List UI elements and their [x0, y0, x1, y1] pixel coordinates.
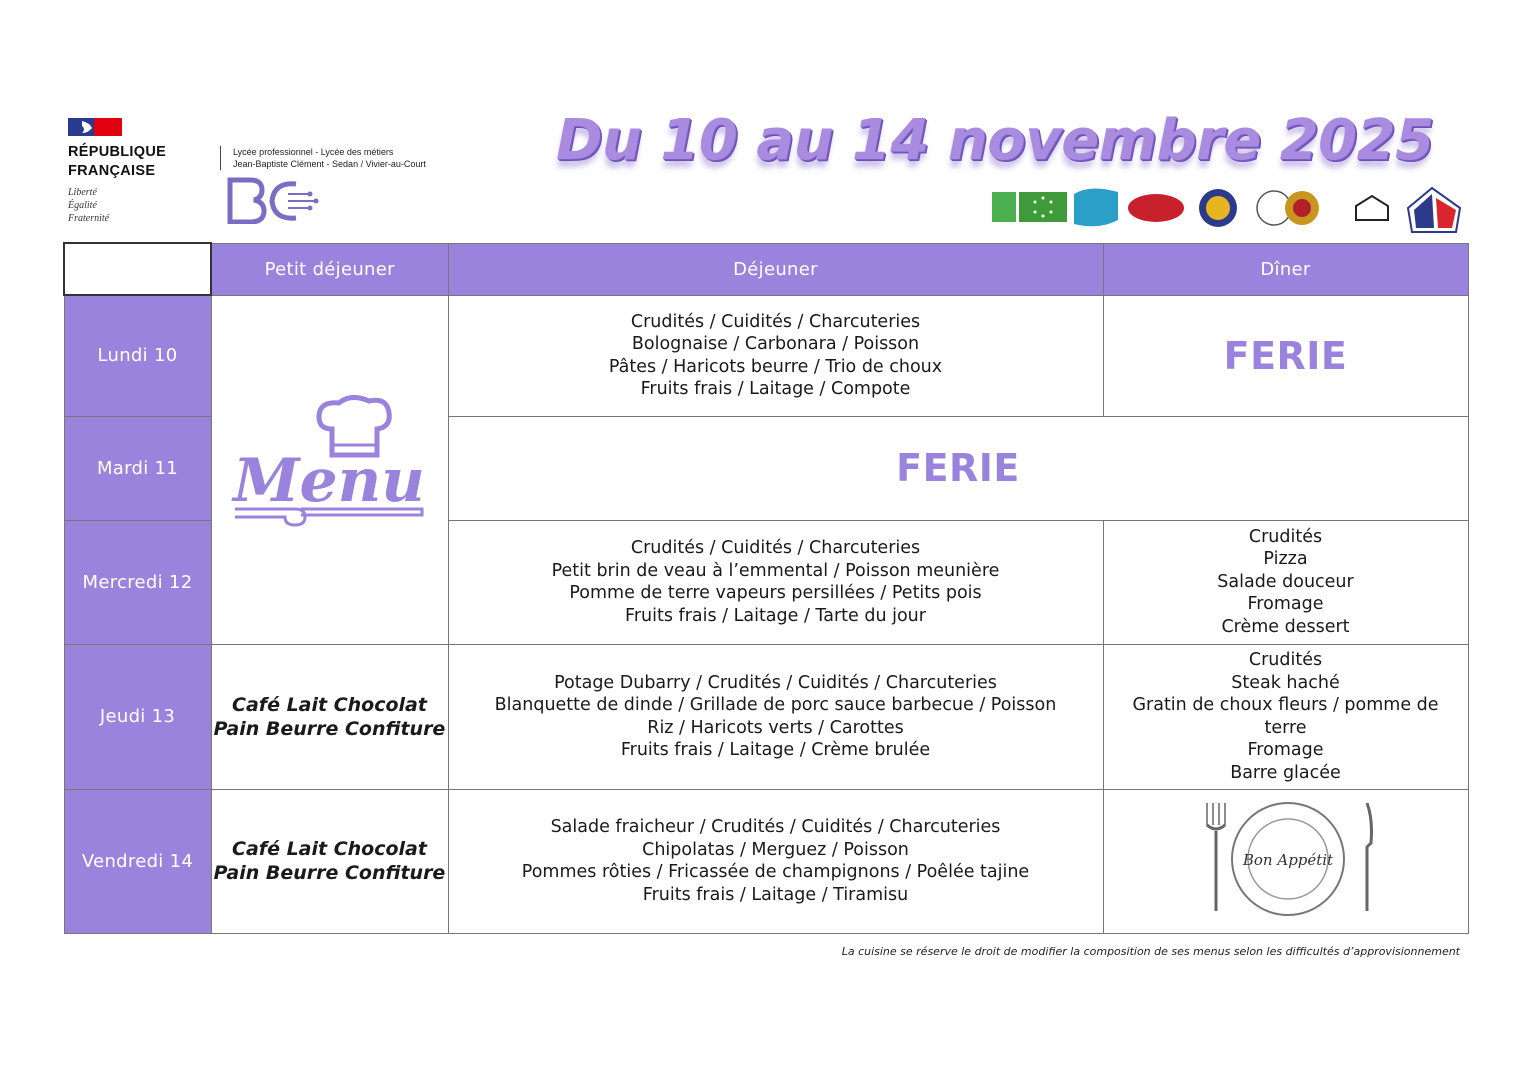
- dinner-wednesday-line-3: Salade douceur: [1217, 571, 1354, 592]
- day-friday: Vendredi 14: [64, 789, 211, 933]
- lunch-thursday-line-4: Fruits frais / Laitage / Crème brulée: [620, 740, 931, 760]
- lunch-thursday-line-2: Blanquette de dinde / Grillade de porc sauce barbecue / Poisson: [494, 695, 1057, 715]
- lunch-thursday-line-3: Riz / Haricots verts / Carottes: [647, 717, 904, 738]
- lunch-wednesday-line-2: Petit brin de veau à l’emmental / Poisson meunière: [551, 560, 1000, 581]
- day-thursday: Jeudi 13: [64, 644, 211, 789]
- motto-fraternite: Fraternité: [68, 213, 110, 224]
- header-diner: Dîner: [1103, 243, 1468, 295]
- bon-appetit-plate-icon: [1191, 799, 1381, 919]
- school-line-2: Jean-Baptiste Clément - Sedan / Vivier-au-Court: [233, 159, 426, 169]
- lunch-friday-line-2: Chipolatas / Merguez / Poisson: [642, 839, 909, 860]
- school-logo-icon: [226, 176, 321, 224]
- page-title: Du 10 au 14 novembre 2025: [556, 108, 1434, 173]
- lunch-monday: [448, 295, 1103, 416]
- dinner-thursday-line-3: Gratin de choux fleurs / pomme de: [1132, 695, 1439, 715]
- dinner-thursday-line-5: Fromage: [1247, 740, 1324, 760]
- breakfast-thursday-line-2: Pain Beurre Confiture: [213, 717, 446, 740]
- lunch-wednesday-line-1: Crudités / Cuidités / Charcuteries: [630, 538, 921, 558]
- dinner-thursday-line-6: Barre glacée: [1230, 762, 1341, 783]
- dinner-wednesday-line-1: Crudités: [1248, 526, 1323, 547]
- dinner-wednesday-line-4: Fromage: [1247, 594, 1324, 615]
- row-monday: [64, 295, 1468, 416]
- school-info: [220, 146, 426, 170]
- lunch-monday-line-3: Pâtes / Haricots beurre / Trio de choux: [608, 356, 943, 377]
- motto: [68, 186, 109, 225]
- breakfast-friday: [211, 789, 448, 933]
- tuesday-ferie: FERIE: [448, 416, 1468, 520]
- row-thursday: [64, 644, 1468, 789]
- header-petit-dejeuner: Petit déjeuner: [211, 243, 448, 295]
- dinner-thursday-line-2: Steak haché: [1231, 672, 1340, 693]
- lunch-wednesday: [448, 520, 1103, 644]
- lunch-monday-line-4: Fruits frais / Laitage / Compote: [640, 379, 911, 399]
- dinner-friday-bon-appetit: [1103, 789, 1468, 933]
- dinner-wednesday: [1103, 520, 1468, 644]
- lunch-wednesday-line-4: Fruits frais / Laitage / Tarte du jour: [625, 605, 926, 626]
- menu-logo-text: Menu: [233, 445, 425, 516]
- lunch-friday-line-1: Salade fraicheur / Crudités / Cuidités / Charcuteries: [550, 817, 1001, 837]
- quality-labels-icon: [990, 184, 1465, 236]
- lunch-friday-line-3: Pommes rôties / Fricassée de champignons / Poêlée tajine: [521, 862, 1030, 882]
- day-tuesday: Mardi 11: [64, 416, 211, 520]
- dinner-thursday-line-1: Crudités: [1248, 650, 1323, 670]
- marianne-flag-icon: [68, 118, 122, 136]
- republique-line-2: FRANÇAISE: [68, 163, 156, 179]
- republique-name: [68, 143, 166, 181]
- header-row: [64, 243, 1468, 295]
- chef-hat-menu-icon: [227, 393, 432, 543]
- breakfast-thursday: [211, 644, 448, 789]
- day-wednesday: Mercredi 12: [64, 520, 211, 644]
- breakfast-friday-line-2: Pain Beurre Confiture: [213, 862, 446, 884]
- lunch-monday-line-1: Crudités / Cuidités / Charcuteries: [630, 311, 921, 332]
- dinner-thursday: [1103, 644, 1468, 789]
- bon-appetit-text: Bon Appétit: [1242, 851, 1333, 869]
- lunch-monday-line-2: Bolognaise / Carbonara / Poisson: [631, 334, 920, 354]
- row-friday: [64, 789, 1468, 933]
- lunch-wednesday-line-3: Pomme de terre vapeurs persillées / Petits pois: [569, 583, 982, 603]
- lunch-thursday-line-1: Potage Dubarry / Crudités / Cuidités / Charcuteries: [554, 672, 997, 693]
- day-monday: Lundi 10: [64, 295, 211, 416]
- weekly-menu-table: [63, 242, 1469, 934]
- motto-egalite: Égalité: [68, 200, 97, 211]
- lunch-thursday: [448, 644, 1103, 789]
- corner-cell: [64, 243, 211, 295]
- footer-note: La cuisine se réserve le droit de modifier la composition de ses menus selon les difficultés d’approvisionnement: [841, 945, 1460, 958]
- dinner-wednesday-line-2: Pizza: [1263, 549, 1308, 570]
- dinner-wednesday-line-5: Crème dessert: [1221, 616, 1350, 637]
- motto-liberte: Liberté: [68, 187, 97, 198]
- school-line-1: Lycée professionnel - Lycée des métiers: [233, 147, 394, 157]
- dinner-monday-ferie: FERIE: [1103, 295, 1468, 416]
- breakfast-friday-line-1: Café Lait Chocolat: [232, 838, 427, 860]
- menu-logo-cell: [211, 295, 448, 644]
- dinner-thursday-line-4: terre: [1264, 717, 1307, 738]
- lunch-friday-line-4: Fruits frais / Laitage / Tiramisu: [642, 884, 909, 905]
- republique-line-1: RÉPUBLIQUE: [68, 144, 167, 160]
- header-dejeuner: Déjeuner: [448, 243, 1103, 295]
- lunch-friday: [448, 789, 1103, 933]
- breakfast-thursday-line-1: Café Lait Chocolat: [232, 693, 427, 716]
